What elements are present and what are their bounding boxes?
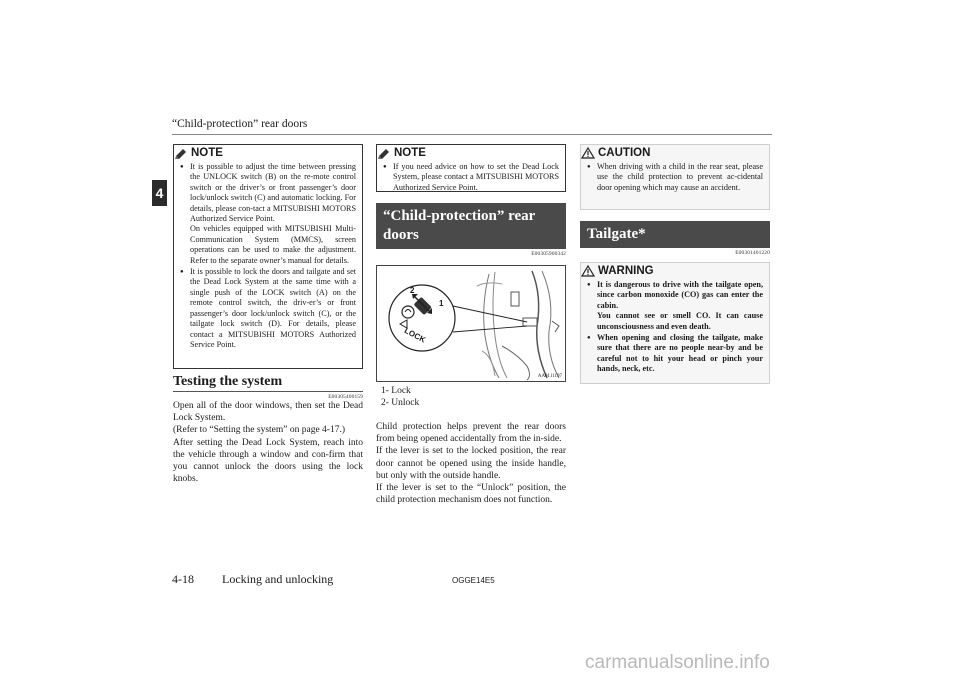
figure-label-1: 1 bbox=[439, 299, 444, 308]
note-paragraph: On vehicles equipped with MITSUBISHI Multi-Communication System (MMCS), screen operations can be used to make the adjustment. Refer to the separate owner’s manual for details. bbox=[190, 224, 356, 265]
note-header bbox=[377, 145, 559, 161]
note-icon bbox=[377, 147, 391, 159]
footer-section-title: Locking and unlocking bbox=[222, 572, 334, 586]
caution-paragraph: When driving with a child in the rear seat, please use the child protection to prevent ac-cidental door opening which may cause an accident. bbox=[597, 162, 763, 192]
section-title-testing: Testing the system bbox=[173, 374, 283, 389]
child-lock-figure bbox=[376, 265, 566, 382]
bullet-icon: ● bbox=[180, 269, 184, 276]
section-title-tailgate: Tailgate* bbox=[580, 221, 770, 248]
note-paragraph: It is possible to adjust the time between pressing the UNLOCK switch (B) on the re-mote control switch or the driver’s or front passenger’s door lock/unlock switch (C) and automatic locking. For details, please con-tact a MITSUBISHI MOTORS Authorized Service Point. bbox=[190, 162, 356, 224]
caution-header bbox=[581, 145, 763, 161]
column-3 bbox=[580, 144, 770, 384]
warning-triangle-icon bbox=[581, 265, 595, 277]
warning-item bbox=[587, 333, 763, 375]
body-paragraph: (Refer to “Setting the system” on page 4-17.) bbox=[173, 425, 346, 436]
section-rule bbox=[173, 391, 363, 392]
warning-triangle-icon bbox=[581, 147, 595, 159]
note-paragraph: It is possible to lock the doors and tailgate and set the Dead Lock System at the same time with a single push of the LOCK switch (A) on the remote control switch, the driv-er’s or front passenger’s door lock/unlock switch (C), or the tailgate lock switch (D). For details, please contact a MITSUBISHI MOTORS Authorized Service Point. bbox=[190, 267, 356, 349]
door-illustration bbox=[377, 266, 566, 381]
note-box bbox=[376, 144, 566, 192]
bullet-icon: ● bbox=[180, 164, 184, 170]
note-icon bbox=[174, 147, 188, 159]
footer-code: OGGE14E5 bbox=[452, 576, 495, 585]
note-box bbox=[173, 144, 363, 369]
note-header bbox=[174, 145, 356, 161]
body-paragraph: After setting the Dead Lock System, reach into the vehicle through a window and con-firm that you cannot unlock the doors using the lock knobs. bbox=[173, 437, 363, 485]
note-title: NOTE bbox=[394, 147, 426, 159]
warning-paragraph: It is dangerous to drive with the tailgate open, since carbon monoxide (CO) gas can enter the cabin. bbox=[597, 280, 763, 310]
caution-item bbox=[587, 162, 763, 193]
section-code: E00305400159 bbox=[328, 394, 363, 400]
warning-paragraph: You cannot see or smell CO. It can cause unconsciousness and even death. bbox=[597, 311, 763, 331]
figure-code: AA0111197 bbox=[537, 374, 562, 379]
section-code: E00305900342 bbox=[531, 251, 566, 257]
watermark: carmanualsonline.info bbox=[585, 652, 770, 673]
body-paragraph: If the lever is set to the “Unlock” position, the child protection mechanism does not function. bbox=[376, 483, 566, 506]
note-paragraph: If you need advice on how to set the Dead Lock System, please contact a MITSUBISHI MOTORS Authorized Service Point. bbox=[393, 162, 559, 192]
column-1 bbox=[173, 144, 363, 485]
bullet-icon: ● bbox=[383, 164, 387, 170]
caution-box bbox=[580, 144, 770, 210]
bullet-icon: ● bbox=[587, 335, 591, 342]
section-title-child-protection: “Child-protection” rear doors bbox=[376, 203, 566, 249]
warning-header bbox=[581, 263, 763, 279]
note-title: NOTE bbox=[191, 147, 223, 159]
figure-lock-word: LOCK bbox=[402, 326, 428, 345]
body-paragraph: Open all of the door windows, then set the Dead Lock System. bbox=[173, 401, 363, 424]
bullet-icon: ● bbox=[587, 282, 591, 288]
warning-title: WARNING bbox=[598, 265, 654, 277]
caption-item: 2- Unlock bbox=[381, 398, 420, 408]
figure-label-2: 2 bbox=[410, 286, 415, 295]
warning-paragraph: When opening and closing the tailgate, make sure that there are no people near-by and be careful not to hit your head or pinch your hands, neck, etc. bbox=[597, 333, 763, 374]
body-paragraph: Child protection helps prevent the rear doors from being opened accidentally from the in-side. bbox=[376, 422, 566, 445]
body-paragraph: If the lever is set to the locked position, the rear door cannot be opened using the inside handle, but only with the outside handle. bbox=[376, 446, 566, 481]
caution-title: CAUTION bbox=[598, 147, 651, 159]
running-head: “Child-protection” rear doors bbox=[172, 118, 308, 130]
note-item bbox=[180, 267, 356, 350]
note-item bbox=[180, 162, 356, 266]
section-code: E00301401220 bbox=[735, 250, 770, 256]
chapter-tab: 4 bbox=[152, 180, 167, 206]
header-rule bbox=[172, 134, 772, 135]
note-item bbox=[383, 162, 559, 193]
bullet-icon: ● bbox=[587, 164, 591, 170]
column-2 bbox=[376, 144, 566, 506]
warning-box bbox=[580, 262, 770, 384]
warning-item bbox=[587, 280, 763, 332]
figure-captions bbox=[376, 385, 566, 409]
page-number: 4-18 bbox=[172, 572, 194, 586]
caption-item: 1- Lock bbox=[381, 386, 411, 396]
